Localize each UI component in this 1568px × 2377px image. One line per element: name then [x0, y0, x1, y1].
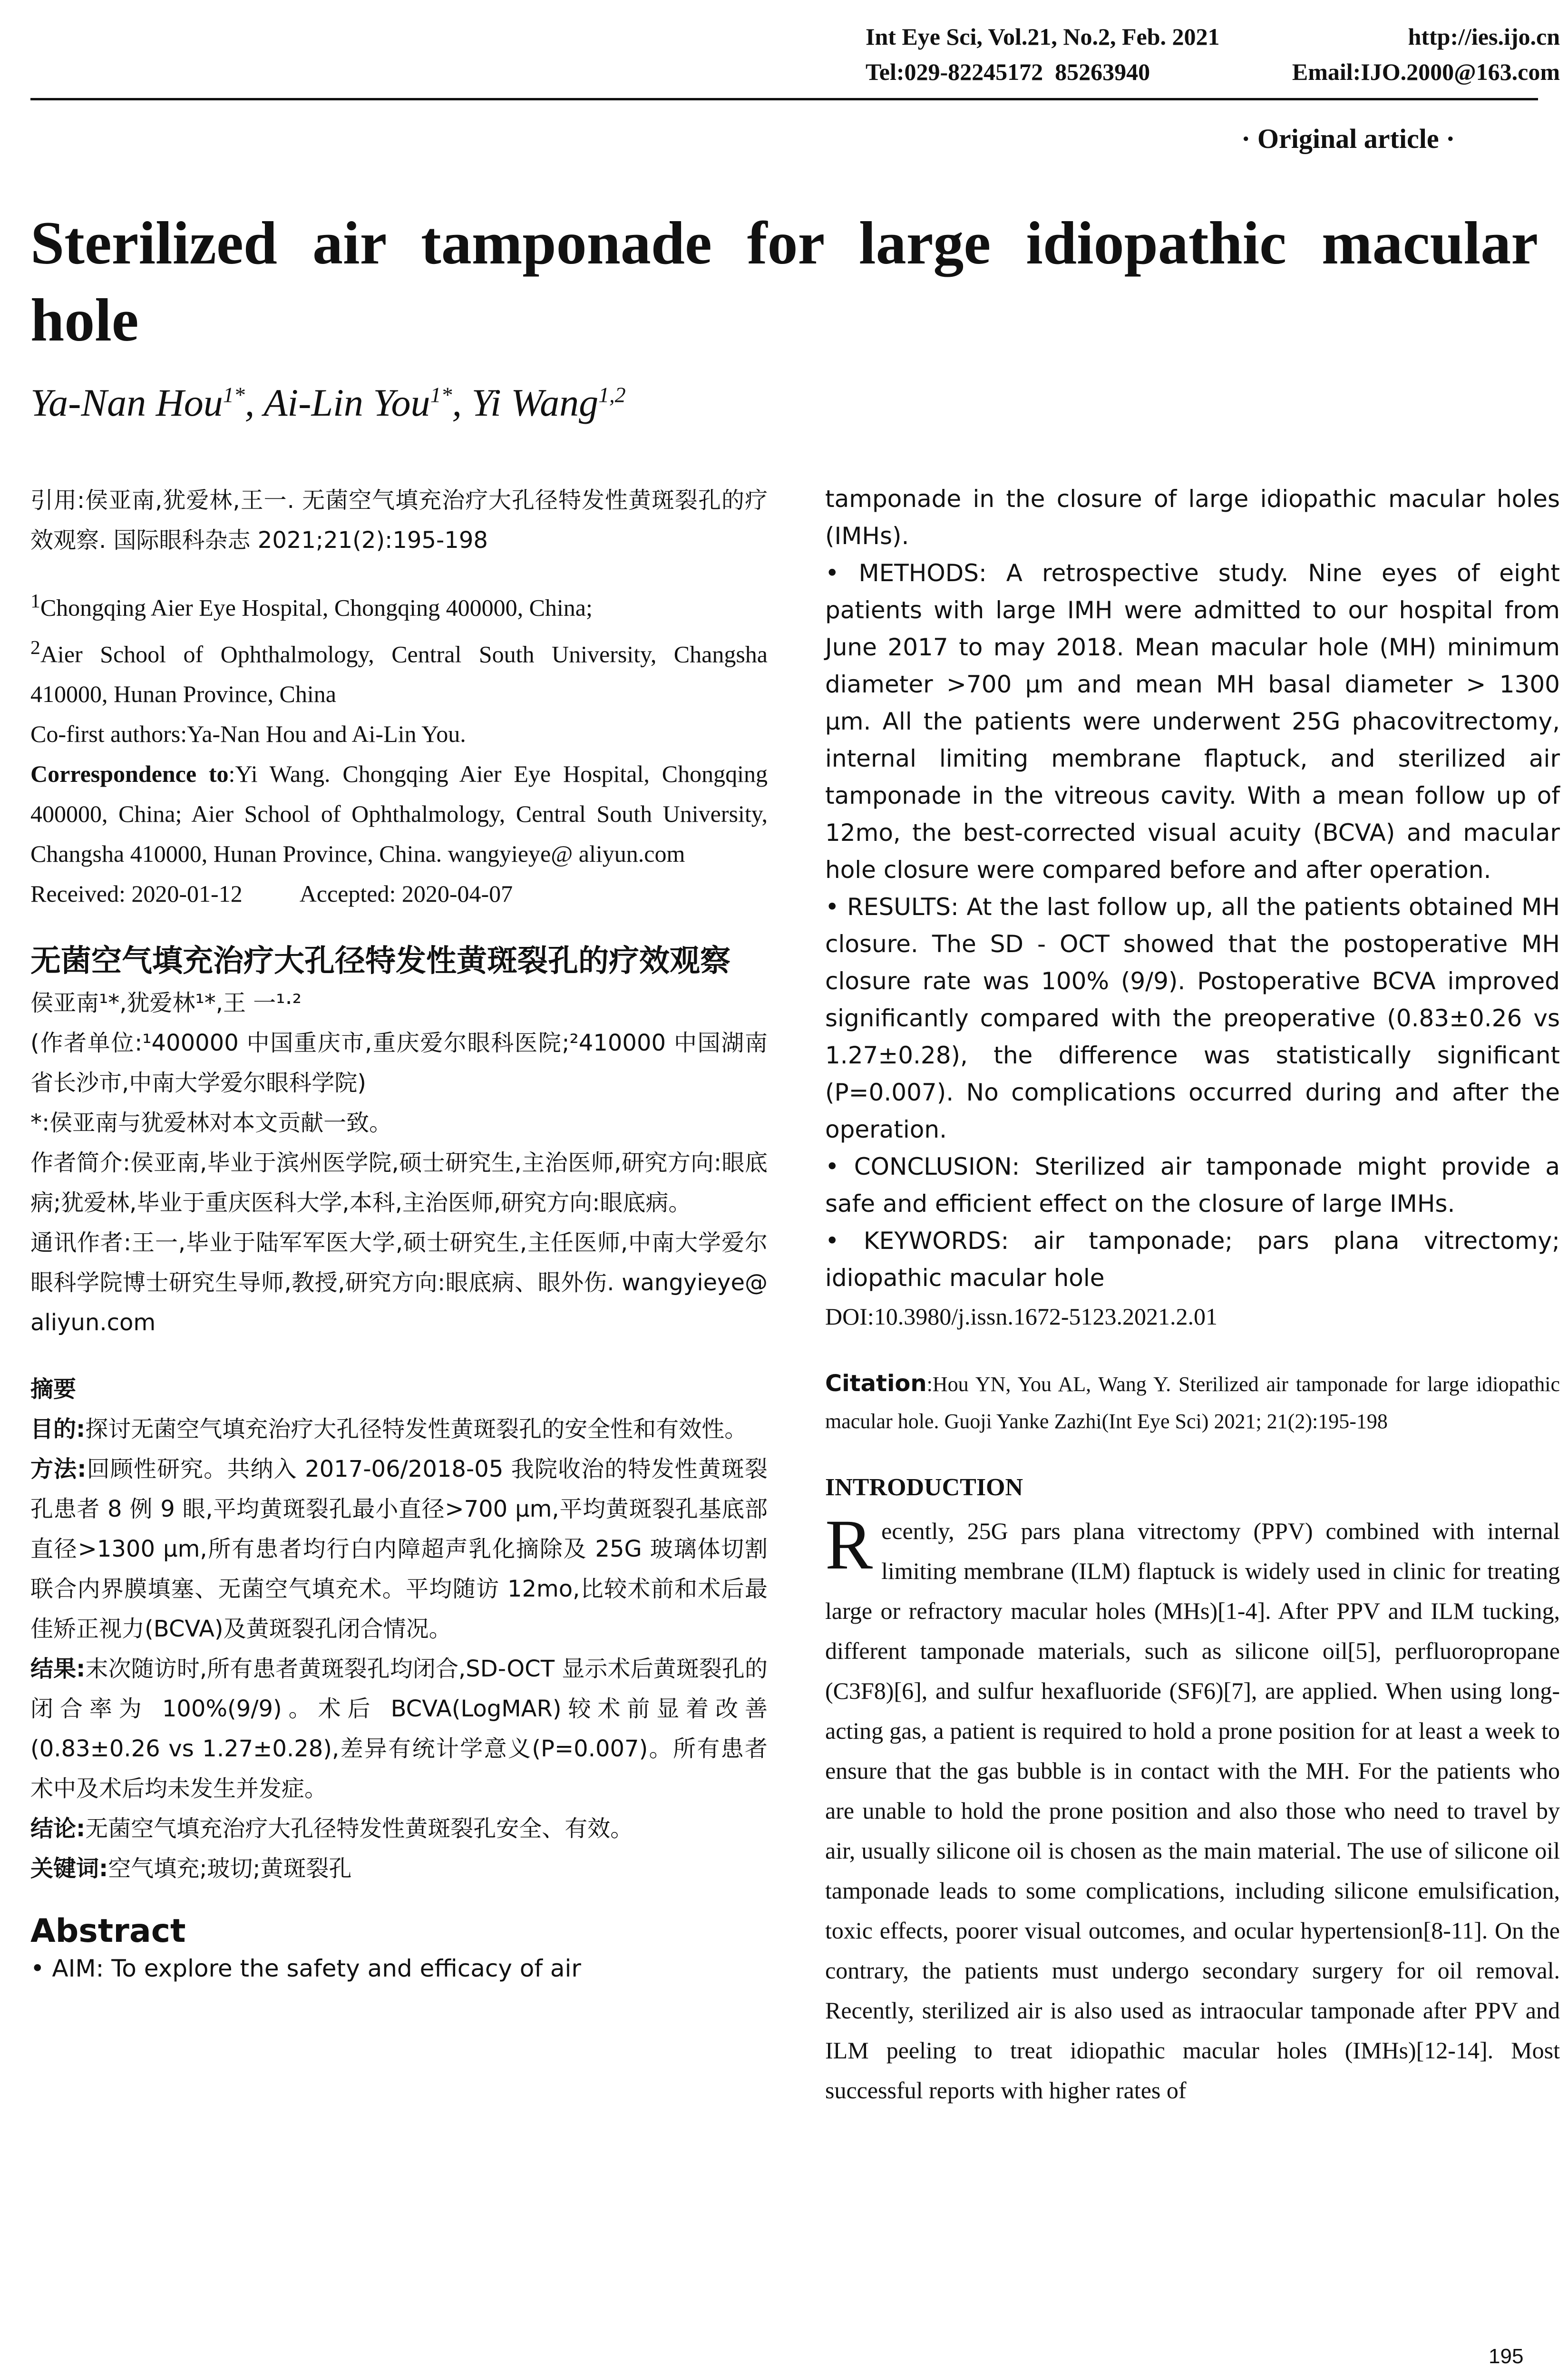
chinese-authors: 侯亚南¹*,犹爱林¹*,王 一¹·² [30, 990, 302, 1017]
author-affiliation-mark: 1* [223, 382, 245, 407]
journal-url[interactable]: http://ies.ijo.cn [1408, 23, 1560, 50]
chinese-aim [30, 1409, 768, 1449]
author-name: Ai-Lin You [263, 381, 430, 424]
citation [825, 1365, 1560, 1440]
chinese-title: 无菌空气填充治疗大孔径特发性黄斑裂孔的疗效观察 [30, 944, 730, 979]
chinese-affiliation: (作者单位:¹400000 中国重庆市,重庆爱尔眼科医院;²410000 中国湖南省长沙市,中南大学爱尔眼科学院) [30, 1030, 768, 1097]
author-affiliation-mark: 1* [430, 382, 452, 407]
chinese-methods [30, 1449, 768, 1649]
journal-info: Int Eye Sci, Vol.21, No.2, Feb. 2021 [866, 23, 1220, 50]
methods-text: 回顾性研究。共纳入 2017-06/2018-05 我院收治的特发性黄斑裂孔患者 8 例 9 眼,平均黄斑裂孔最小直径>700 μm,平均黄斑裂孔基底部直径>1300 μm,所有患者均行白内障超声乳化摘除及 25G 玻璃体切割联合内界膜填塞、无菌空气填充术。平均随访 12mo,比较术前和术后最佳矫正视力(BCVA)及黄斑裂孔闭合情况。 [30, 1456, 768, 1643]
abstract-heading: Abstract [30, 1912, 186, 1950]
keywords-text: 空气填充;玻切;黄斑裂孔 [108, 1855, 352, 1882]
right-column [825, 480, 1560, 2110]
co-first-authors: Co-first authors:Ya-Nan Hou and Ai-Lin You. [30, 721, 466, 748]
abstract-keywords [825, 1222, 1560, 1296]
conclusion-text: 无菌空气填充治疗大孔径特发性黄斑裂孔安全、有效。 [85, 1815, 633, 1842]
conclusion-text-en: Sterilized air tamponade might provide a safe and efficient effect on the closure of large IMHs. [825, 1153, 1560, 1218]
methods-label-en: • METHODS: [825, 559, 987, 587]
article-title: Sterilized air tamponade for large idiopathic macular hole [30, 209, 1538, 354]
aim-text: 探讨无菌空气填充治疗大孔径特发性黄斑裂孔的安全性和有效性。 [85, 1416, 748, 1443]
affiliation-1-text: Chongqing Aier Eye Hospital, Chongqing 400000, China; [40, 594, 593, 621]
drop-cap: R [825, 1505, 873, 1584]
methods-label: 方法: [30, 1456, 87, 1483]
keywords-text-en: air tamponade; pars plana vitrectomy; idiopathic macular hole [825, 1227, 1560, 1292]
chinese-abstract-heading: 摘要 [30, 1376, 77, 1403]
introduction-body: ecently, 25G pars plana vitrectomy (PPV) combined with internal limiting membrane (ILM) flaptuck is widely used in clinic for treating large or refractory macular holes (MHs)[1-4]. After PPV and ILM tucking, different tamponade materials, such as silicone oil[5], perfluoropropane (C3F8)[6], and sulfur hexafluoride (SF6)[7], are applied. When using long-acting gas, a patient is required to hold a prone position for at least a week to ensure that the gas bubble is in contact with the MH. For the patients who are unable to hold the prone position and also those who need to travel by air, usually silicone oil is chosen as the main material. The use of silicone oil tamponade leads to some complications, including silicone emulsification, toxic effects, poorer visual outcomes, and ocular hypertension[8-11]. On the contrary, the patients must undergo secondary surgery for oil removal. Recently, sterilized air is also used as intraocular tamponade after PPV and ILM peeling to treat idiopathic macular holes (IMHs)[12-14]. Most successful reports with higher rates of [825, 1518, 1560, 2104]
chinese-conclusion [30, 1809, 768, 1849]
chinese-correspondence: 通讯作者:王一,毕业于陆军军医大学,硕士研究生,主任医师,中南大学爱尔眼科学院博士研究生导师,教授,研究方向:眼底病、眼外伤. wangyieye@ aliyun.com [30, 1229, 768, 1336]
conclusion-label: 结论: [30, 1815, 86, 1842]
correspondence-text: :Yi Wang. Chongqing Aier Eye Hospital, Chongqing 400000, China; Aier School of Ophthalmology, Central South University, Changsha 410000, Hunan Province, China. wangyieye@ aliyun.com [30, 760, 768, 867]
abstract-aim-continued: tamponade in the closure of large idiopathic macular holes (IMHs). [825, 485, 1560, 550]
abstract-conclusion [825, 1148, 1560, 1222]
doi[interactable]: DOI:10.3980/j.issn.1672-5123.2021.2.01 [825, 1303, 1217, 1330]
article-type: · Original article · [1241, 123, 1455, 154]
cite-label: 引用: [30, 487, 85, 514]
results-text-en: At the last follow up, all the patients obtained MH closure. The SD - OCT showed that the postoperative MH closure rate was 100% (9/9). Postoperative BCVA improved significantly compared with the preoperative (0.83±0.26 vs 1.27±0.28), the difference was statistically significant (P=0.007). No complications occurred during and after the operation. [825, 893, 1560, 1143]
author-affiliation-mark: 1,2 [598, 382, 626, 407]
cite-text: 侯亚南,犹爱林,王一. 无菌空气填充治疗大孔径特发性黄斑裂孔的疗效观察. 国际眼科杂志 2021;21(2):195-198 [30, 487, 768, 554]
correspondence [30, 754, 768, 874]
introduction-text [825, 1505, 1560, 2110]
results-label-en: • RESULTS: [825, 893, 959, 921]
left-column [30, 480, 768, 1987]
introduction-heading: INTRODUCTION [825, 1474, 1023, 1501]
received-date: Received: 2020-01-12 [30, 880, 243, 907]
author-separator: , [452, 381, 472, 424]
header-rule [30, 98, 1538, 100]
chinese-keywords [30, 1849, 768, 1889]
keywords-label: 关键词: [30, 1855, 108, 1882]
abstract-aim-start: • AIM: To explore the safety and efficacy of air [30, 1955, 581, 1983]
methods-text-en: A retrospective study. Nine eyes of eight patients with large IMH were admitted to our hospital from June 2017 to may 2018. Mean macular hole (MH) minimum diameter >700 μm and mean MH basal diameter > 1300 μm. All the patients were underwent 25G phacovitrectomy, internal limiting membrane flaptuck, and sterilized air tamponade in the vitreous cavity. With a mean follow up of 12mo, the best-corrected visual acuity (BCVA) and macular hole closure were compared before and after operation. [825, 559, 1560, 884]
author-list [30, 380, 626, 425]
results-label: 结果: [30, 1656, 86, 1683]
accepted-date: Accepted: 2020-04-07 [299, 880, 513, 907]
conclusion-label-en: • CONCLUSION: [825, 1153, 1020, 1180]
affiliation-1: $^1$Chongqing Aier Eye Hospital, Chongqing 400000, China; [30, 590, 593, 621]
results-text: 末次随访时,所有患者黄斑裂孔均闭合,SD-OCT 显示术后黄斑裂孔的闭合率为 100%(9/9)。术后 BCVA(LogMAR)较术前显着改善(0.83±0.26 vs 1.27±0.28),差异有统计学意义(P=0.007)。所有患者术中及术后均未发生并发症。 [30, 1656, 768, 1802]
abstract-methods [825, 555, 1560, 888]
author-name: Ya-Nan Hou [30, 381, 223, 424]
page-number: 195 [1489, 2345, 1524, 2368]
running-header [866, 19, 1560, 89]
aim-label: 目的: [30, 1416, 86, 1443]
correspondence-label: Correspondence to [30, 760, 229, 788]
citation-label: Citation [825, 1370, 927, 1397]
affiliation-2: $^2$Aier School of Ophthalmology, Central South University, Changsha 410000, Hunan Province, China [30, 636, 768, 708]
dates [30, 874, 768, 914]
abstract-results [825, 888, 1560, 1148]
affiliation-2-text: Aier School of Ophthalmology, Central South University, Changsha 410000, Hunan Province, China [30, 641, 768, 708]
author-name: Yi Wang [471, 381, 599, 424]
chinese-note: *:侯亚南与犹爱林对本文贡献一致。 [30, 1110, 392, 1137]
journal-tel: Tel:029-82245172 85263940 [866, 58, 1150, 85]
chinese-results [30, 1649, 768, 1809]
chinese-bio: 作者简介:侯亚南,毕业于滨州医学院,硕士研究生,主治医师,研究方向:眼底病;犹爱林,毕业于重庆医科大学,本科,主治医师,研究方向:眼底病。 [30, 1150, 768, 1217]
citation-text: :Hou YN, You AL, Wang Y. Sterilized air tamponade for large idiopathic macular hole. Guoji Yanke Zazhi(Int Eye Sci) 2021; 21(2):195-198 [825, 1373, 1560, 1433]
chinese-citation [30, 480, 768, 560]
author-separator: , [244, 381, 264, 424]
keywords-label-en: • KEYWORDS: [825, 1227, 1009, 1255]
journal-email[interactable]: Email:IJO.2000@163.com [1292, 58, 1560, 85]
